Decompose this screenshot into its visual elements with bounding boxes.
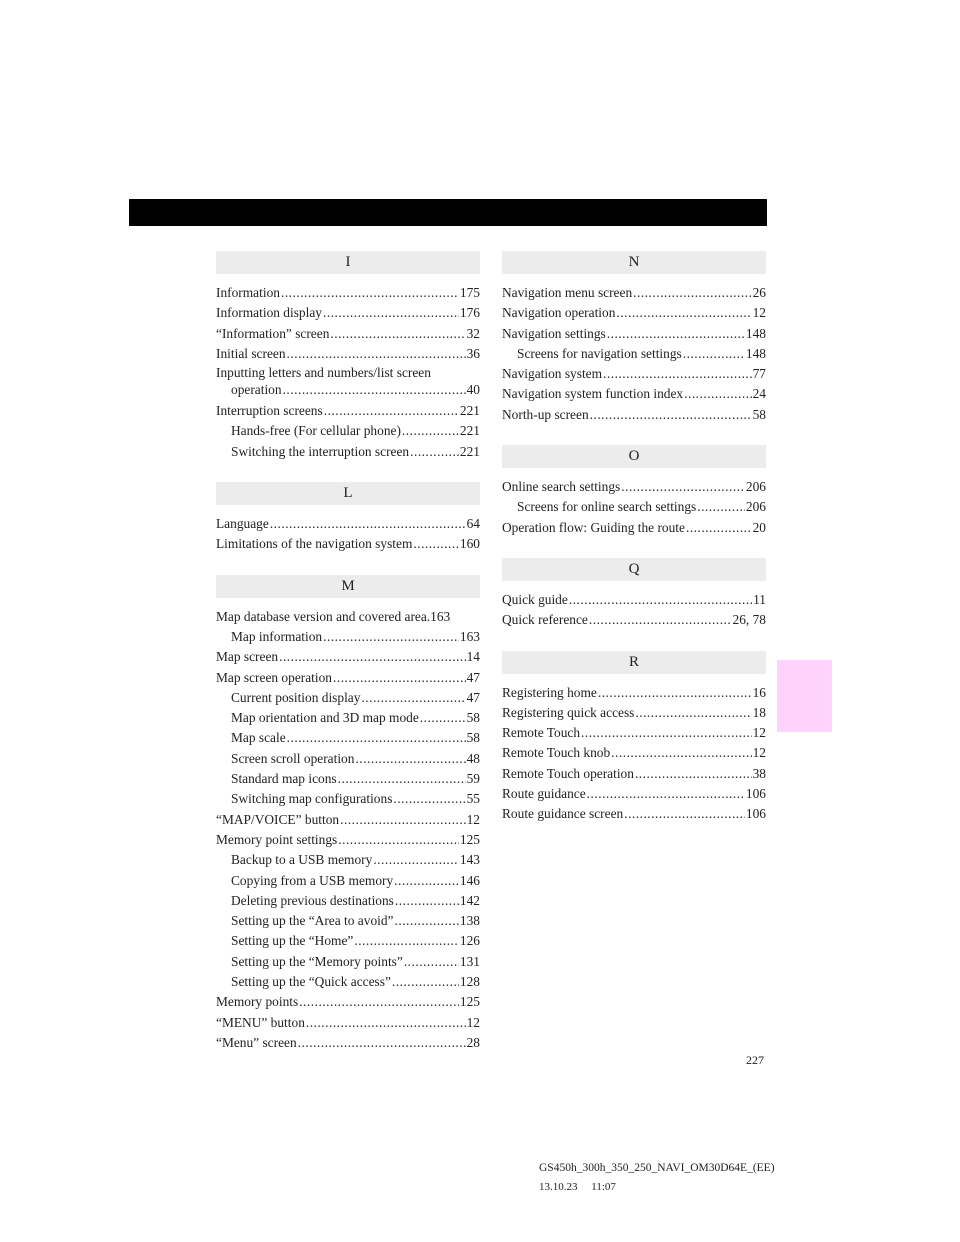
index-subentry (216, 708, 480, 728)
index-entry (216, 1033, 480, 1053)
entry-term: Route guidance (502, 786, 586, 802)
entry-term: “Menu” screen (216, 1034, 297, 1050)
entry-term: Map scale (231, 730, 286, 746)
entry-term: Registering home (502, 684, 597, 700)
entry-term: Operation flow: Guiding the route (502, 519, 685, 535)
entry-term: Navigation settings (502, 325, 606, 341)
index-subentry (216, 871, 480, 891)
entry-term: Navigation operation (502, 305, 616, 321)
entry-page: 138 (459, 913, 480, 929)
entry-page: 128 (459, 974, 480, 990)
index-entry (216, 324, 480, 344)
entry-term: Screens for navigation settings (517, 345, 682, 361)
index-entry (216, 344, 480, 364)
entry-term: Hands-free (For cellular phone) (231, 423, 401, 439)
index-entry (502, 283, 766, 303)
index-entry (216, 401, 480, 421)
entry-page: 12 (466, 1014, 480, 1030)
index-entry (216, 534, 480, 554)
entry-term: Setting up the “Home” (231, 933, 354, 949)
index-entry (502, 610, 766, 630)
index-subentry (216, 952, 480, 972)
index-entry (502, 477, 766, 497)
entry-page: 142 (459, 892, 480, 908)
entry-term: Information display (216, 305, 322, 321)
section-letter-heading: L (216, 482, 480, 505)
entry-page: 131 (459, 953, 480, 969)
entry-page: 40 (466, 382, 480, 398)
entry-page: 12 (752, 305, 766, 321)
index-entry (502, 764, 766, 784)
index-entry (502, 518, 766, 538)
entry-term: Information (216, 285, 280, 300)
section-letter-heading: R (502, 651, 766, 674)
entry-page: 221 (459, 443, 480, 459)
index-subentry (216, 931, 480, 951)
index-entry (502, 364, 766, 384)
entry-page: 64 (466, 516, 480, 532)
entry-term: Backup to a USB memory (231, 852, 373, 868)
entry-term: “MENU” button (216, 1014, 305, 1030)
entry-page: 26, 78 (732, 612, 766, 628)
index-entry (216, 647, 480, 667)
entry-term: Map screen operation (216, 669, 333, 685)
entry-page: 48 (466, 750, 480, 766)
entry-page: 58 (466, 710, 480, 726)
entry-page: 163 (459, 628, 480, 644)
index-entry (216, 992, 480, 1012)
entry-term: Registering quick access (502, 704, 635, 720)
index-column-right (502, 251, 766, 845)
header-bar (129, 199, 767, 226)
entry-page: 18 (752, 704, 766, 720)
index-section-m (216, 575, 480, 1054)
index-entry (502, 405, 766, 425)
index-entry (502, 590, 766, 610)
entry-term: Remote Touch (502, 725, 581, 741)
entry-page: 176 (459, 305, 480, 321)
entry-term: “Information” screen (216, 325, 330, 341)
index-subentry (216, 728, 480, 748)
entry-page: 160 (459, 536, 480, 552)
index-subentry (216, 891, 480, 911)
entry-term: Map orientation and 3D map mode (231, 710, 419, 726)
entry-page: 146 (459, 872, 480, 888)
entry-term: Setting up the “Quick access” (231, 974, 391, 990)
entry-term: Inputting letters and numbers/list screen (216, 365, 431, 381)
entry-term: Memory point settings (216, 831, 338, 847)
index-entry (216, 1013, 480, 1033)
index-entry (502, 703, 766, 723)
entry-term: Online search settings (502, 479, 621, 495)
entry-page: 58 (752, 406, 766, 422)
entry-term: Interruption screens (216, 403, 323, 419)
index-section-q (502, 558, 766, 631)
index-entry (216, 364, 480, 398)
entry-term: Limitations of the navigation system (216, 536, 413, 552)
entry-term: Remote Touch knob (502, 745, 611, 761)
section-letter-heading: O (502, 445, 766, 468)
entry-page: 47 (466, 669, 480, 685)
entry-page: 26 (752, 285, 766, 300)
index-subentry (216, 688, 480, 708)
entry-page: 77 (752, 366, 766, 382)
entry-term: Remote Touch operation (502, 765, 634, 781)
entry-page: 12 (752, 725, 766, 741)
entry-page: 55 (466, 791, 480, 807)
index-entry (502, 723, 766, 743)
entry-term: Copying from a USB memory (231, 872, 394, 888)
index-entry (502, 804, 766, 824)
index-entry (216, 830, 480, 850)
entry-term: Quick guide (502, 591, 568, 607)
entry-page: 38 (752, 765, 766, 781)
index-entry (502, 324, 766, 344)
index-section-i (216, 251, 480, 462)
entry-page: 24 (752, 386, 766, 402)
section-letter-heading: Q (502, 558, 766, 581)
index-subentry (502, 497, 766, 517)
entry-page: 58 (466, 730, 480, 746)
entry-page: 32 (466, 325, 480, 341)
entry-page: 125 (459, 831, 480, 847)
entry-term: Quick reference (502, 612, 588, 628)
index-entry (502, 743, 766, 763)
entry-page: 126 (459, 933, 480, 949)
index-subentry (216, 789, 480, 809)
page-number: 227 (746, 1053, 764, 1067)
entry-term: Map screen (216, 649, 279, 665)
index-entry (502, 683, 766, 703)
index-subentry (216, 627, 480, 647)
index-section-l (216, 482, 480, 555)
entry-term: Setting up the “Area to avoid” (231, 913, 394, 929)
section-letter-heading: I (216, 251, 480, 274)
entry-page: 106 (745, 806, 766, 822)
entry-term: Deleting previous destinations (231, 892, 394, 908)
entry-term: Setting up the “Memory points” (231, 953, 403, 969)
entry-term: Navigation system (502, 366, 603, 382)
index-section-n (502, 251, 766, 425)
index-entry (216, 607, 480, 627)
index-column-left (216, 251, 480, 1073)
section-side-tab (777, 660, 832, 732)
section-letter-heading: M (216, 575, 480, 598)
index-subentry (216, 749, 480, 769)
entry-term: North-up screen (502, 406, 589, 422)
entry-page: 28 (466, 1034, 480, 1050)
entry-page: 206 (745, 479, 766, 495)
index-entry (216, 810, 480, 830)
index-subentry (216, 421, 480, 441)
entry-page: 221 (459, 423, 480, 439)
index-subentry (502, 344, 766, 364)
index-subentry (216, 911, 480, 931)
entry-page: 143 (459, 852, 480, 868)
entry-term: “MAP/VOICE” button (216, 811, 340, 827)
index-entry (502, 384, 766, 404)
entry-page: 221 (459, 403, 480, 419)
entry-term: Standard map icons (231, 771, 337, 787)
entry-term: Route guidance screen (502, 806, 624, 822)
index-section-r (502, 651, 766, 825)
entry-page: 148 (745, 325, 766, 341)
index-entry (502, 784, 766, 804)
index-entry (502, 303, 766, 323)
entry-term: Screen scroll operation (231, 750, 355, 766)
index-subentry (216, 442, 480, 462)
section-letter-heading: N (502, 251, 766, 274)
entry-term: Map database version and covered area. (216, 608, 431, 624)
index-entry (216, 668, 480, 688)
entry-term: Screens for online search settings (517, 499, 697, 515)
index-entry (216, 514, 480, 534)
entry-term: Navigation menu screen (502, 285, 633, 300)
entry-term: Switching the interruption screen (231, 443, 410, 459)
footer-document-code: GS450h_300h_350_250_NAVI_OM30D64E_(EE) (539, 1162, 775, 1174)
entry-page: 14 (466, 649, 480, 665)
entry-page: 16 (752, 684, 766, 700)
entry-page: 163 (430, 608, 451, 624)
index-subentry (216, 769, 480, 789)
entry-page: 175 (459, 285, 480, 300)
entry-term: Language (216, 516, 269, 532)
entry-term: Initial screen (216, 345, 286, 361)
entry-page: 148 (745, 345, 766, 361)
entry-page: 36 (466, 345, 480, 361)
footer-timestamp: 13.10.23 11:07 (539, 1181, 616, 1193)
entry-page: 125 (459, 994, 480, 1010)
entry-page: 106 (745, 786, 766, 802)
entry-term: Switching map configurations (231, 791, 393, 807)
entry-page: 12 (466, 811, 480, 827)
entry-term: Current position display (231, 689, 361, 705)
entry-page: 12 (752, 745, 766, 761)
index-section-o (502, 445, 766, 538)
index-entry (216, 283, 480, 303)
index-subentry (216, 972, 480, 992)
entry-page: 11 (753, 591, 766, 607)
entry-term: Map information (231, 628, 323, 644)
entry-page: 206 (745, 499, 766, 515)
entry-term: Navigation system function index (502, 386, 684, 402)
index-subentry (216, 850, 480, 870)
entry-term-continued: operation (231, 382, 282, 398)
entry-page: 20 (752, 519, 766, 535)
entry-term: Memory points (216, 994, 299, 1010)
index-entry (216, 303, 480, 323)
entry-page: 47 (466, 689, 480, 705)
entry-page: 59 (466, 771, 480, 787)
